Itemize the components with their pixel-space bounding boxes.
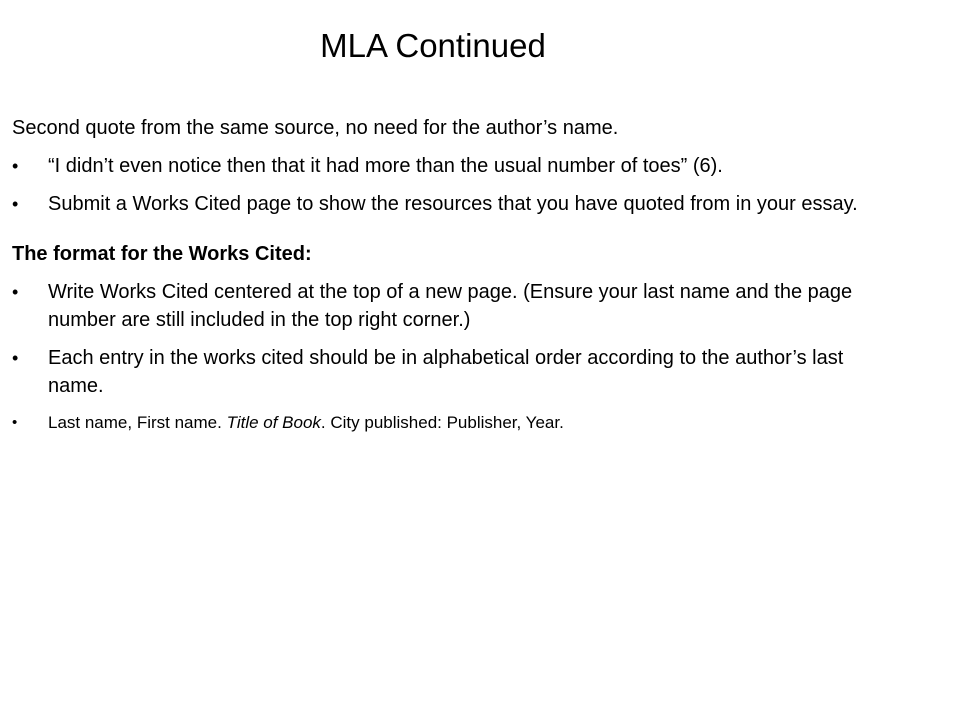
- bullet-icon: •: [12, 156, 19, 176]
- bullet-icon: •: [12, 194, 19, 214]
- example-entry: [12, 410, 872, 436]
- bullet-icon: •: [12, 348, 19, 368]
- list-item: [12, 190, 872, 218]
- example-entry-before: Last name, First name.: [48, 413, 227, 432]
- list-item-text: “I didn’t even notice then that it had more than the usual number of toes” (6).: [48, 155, 723, 177]
- intro-text: Second quote from the same source, no need for the author’s name.: [12, 117, 619, 139]
- bullet-icon: •: [12, 282, 19, 302]
- list-item-text: Write Works Cited centered at the top of a new page. (Ensure your last name and the page number are still included in the top right corner.): [48, 281, 853, 331]
- bullet-icon: •: [12, 414, 18, 431]
- slide-title: MLA Continued: [320, 27, 546, 64]
- example-entry-after: . City published: Publisher, Year.: [320, 413, 564, 432]
- section-heading: The format for the Works Cited:: [12, 243, 312, 265]
- list-item-text: Each entry in the works cited should be in alphabetical order according to the author’s last name.: [48, 347, 844, 397]
- example-entry-title: Title of Book: [226, 413, 321, 432]
- slide-body: [12, 114, 872, 436]
- list-item: [12, 152, 872, 180]
- list-item-text: Submit a Works Cited page to show the resources that you have quoted from in your essay.: [48, 193, 858, 215]
- list-item: [12, 278, 872, 334]
- list-item: [12, 344, 872, 400]
